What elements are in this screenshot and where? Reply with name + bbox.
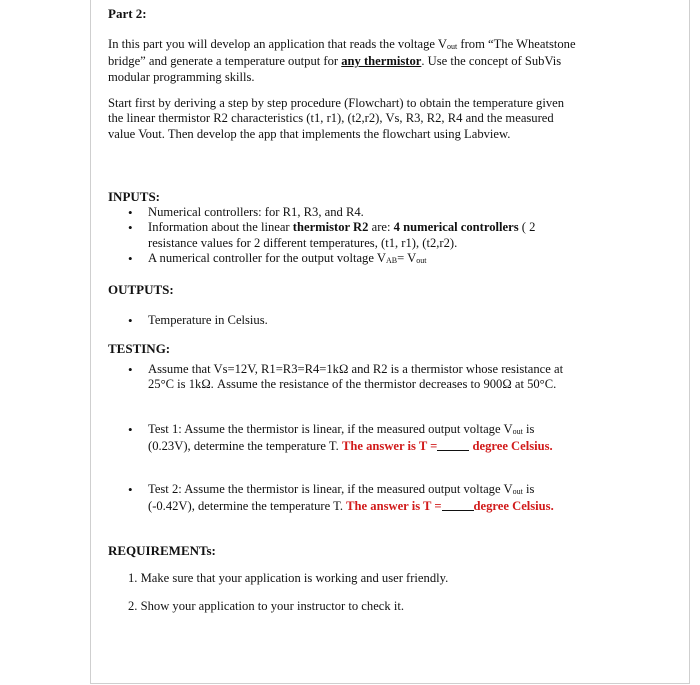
list-item: • A numerical controller for the output voltage $V_{AB}= V_{out}$ [128, 251, 580, 268]
testing-test-2 [128, 482, 580, 515]
list-item: • Numerical controllers: for R1, R3, and R4. [128, 205, 580, 220]
list-item: • Assume that Vs=12V, R1=R3=R4=1kΩ and R2 is a thermistor whose resistance at 25°C is 1kΩ. Assume the resistance of the thermistor decreases to 900Ω at 50°C. [128, 362, 580, 393]
requirement-2: 2. Show your application to your instructor to check it. [128, 599, 404, 613]
requirement-1: 1. Make sure that your application is working and user friendly. [128, 571, 449, 585]
intro-paragraph: In this part you will develop an application that reads the voltage $V_{out}$ from “The Wheatstone bridge” and generate a temperature output for any thermistor. Use the concept of SubVis modular programming skills. [108, 37, 576, 84]
testing-test-1 [128, 422, 580, 455]
requirements-heading: REQUIREMENTs: [108, 543, 216, 558]
part-title: Part 2: [108, 6, 147, 21]
testing-item-1 [128, 362, 580, 393]
list-item: • Information about the linear thermistor R2 are: 4 numerical controllers ( 2 resistance values for 2 different temperatures, (t1, r1), (t2,r2). [128, 220, 580, 251]
answer-blank [437, 440, 469, 451]
outputs-heading: OUTPUTS: [108, 282, 174, 297]
inputs-heading: INPUTS: [108, 189, 161, 204]
list-item: • Test 2: Assume the thermistor is linear, if the measured output voltage $V_{out}$ is (-0.42V), determine the temperature T. The answer is T = degree Celsius. [128, 482, 580, 515]
list-item: • Test 1: Assume the thermistor is linear, if the measured output voltage $V_{out}$ is (0.23V), determine the temperature T. The answer is T = degree Celsius. [128, 422, 580, 455]
outputs-list [128, 313, 580, 328]
list-item: • Temperature in Celsius. [128, 313, 580, 328]
start-paragraph: Start first by deriving a step by step procedure (Flowchart) to obtain the temperature given the linear thermistor R2 characteristics (t1, r1), (t2,r2), Vs, R3, R2, R4 and the measured value Vout. Then develop the app that implements the flowchart using Labview. [108, 96, 565, 141]
inputs-list [128, 205, 580, 268]
testing-heading: TESTING: [108, 341, 171, 356]
answer-blank [442, 500, 474, 511]
